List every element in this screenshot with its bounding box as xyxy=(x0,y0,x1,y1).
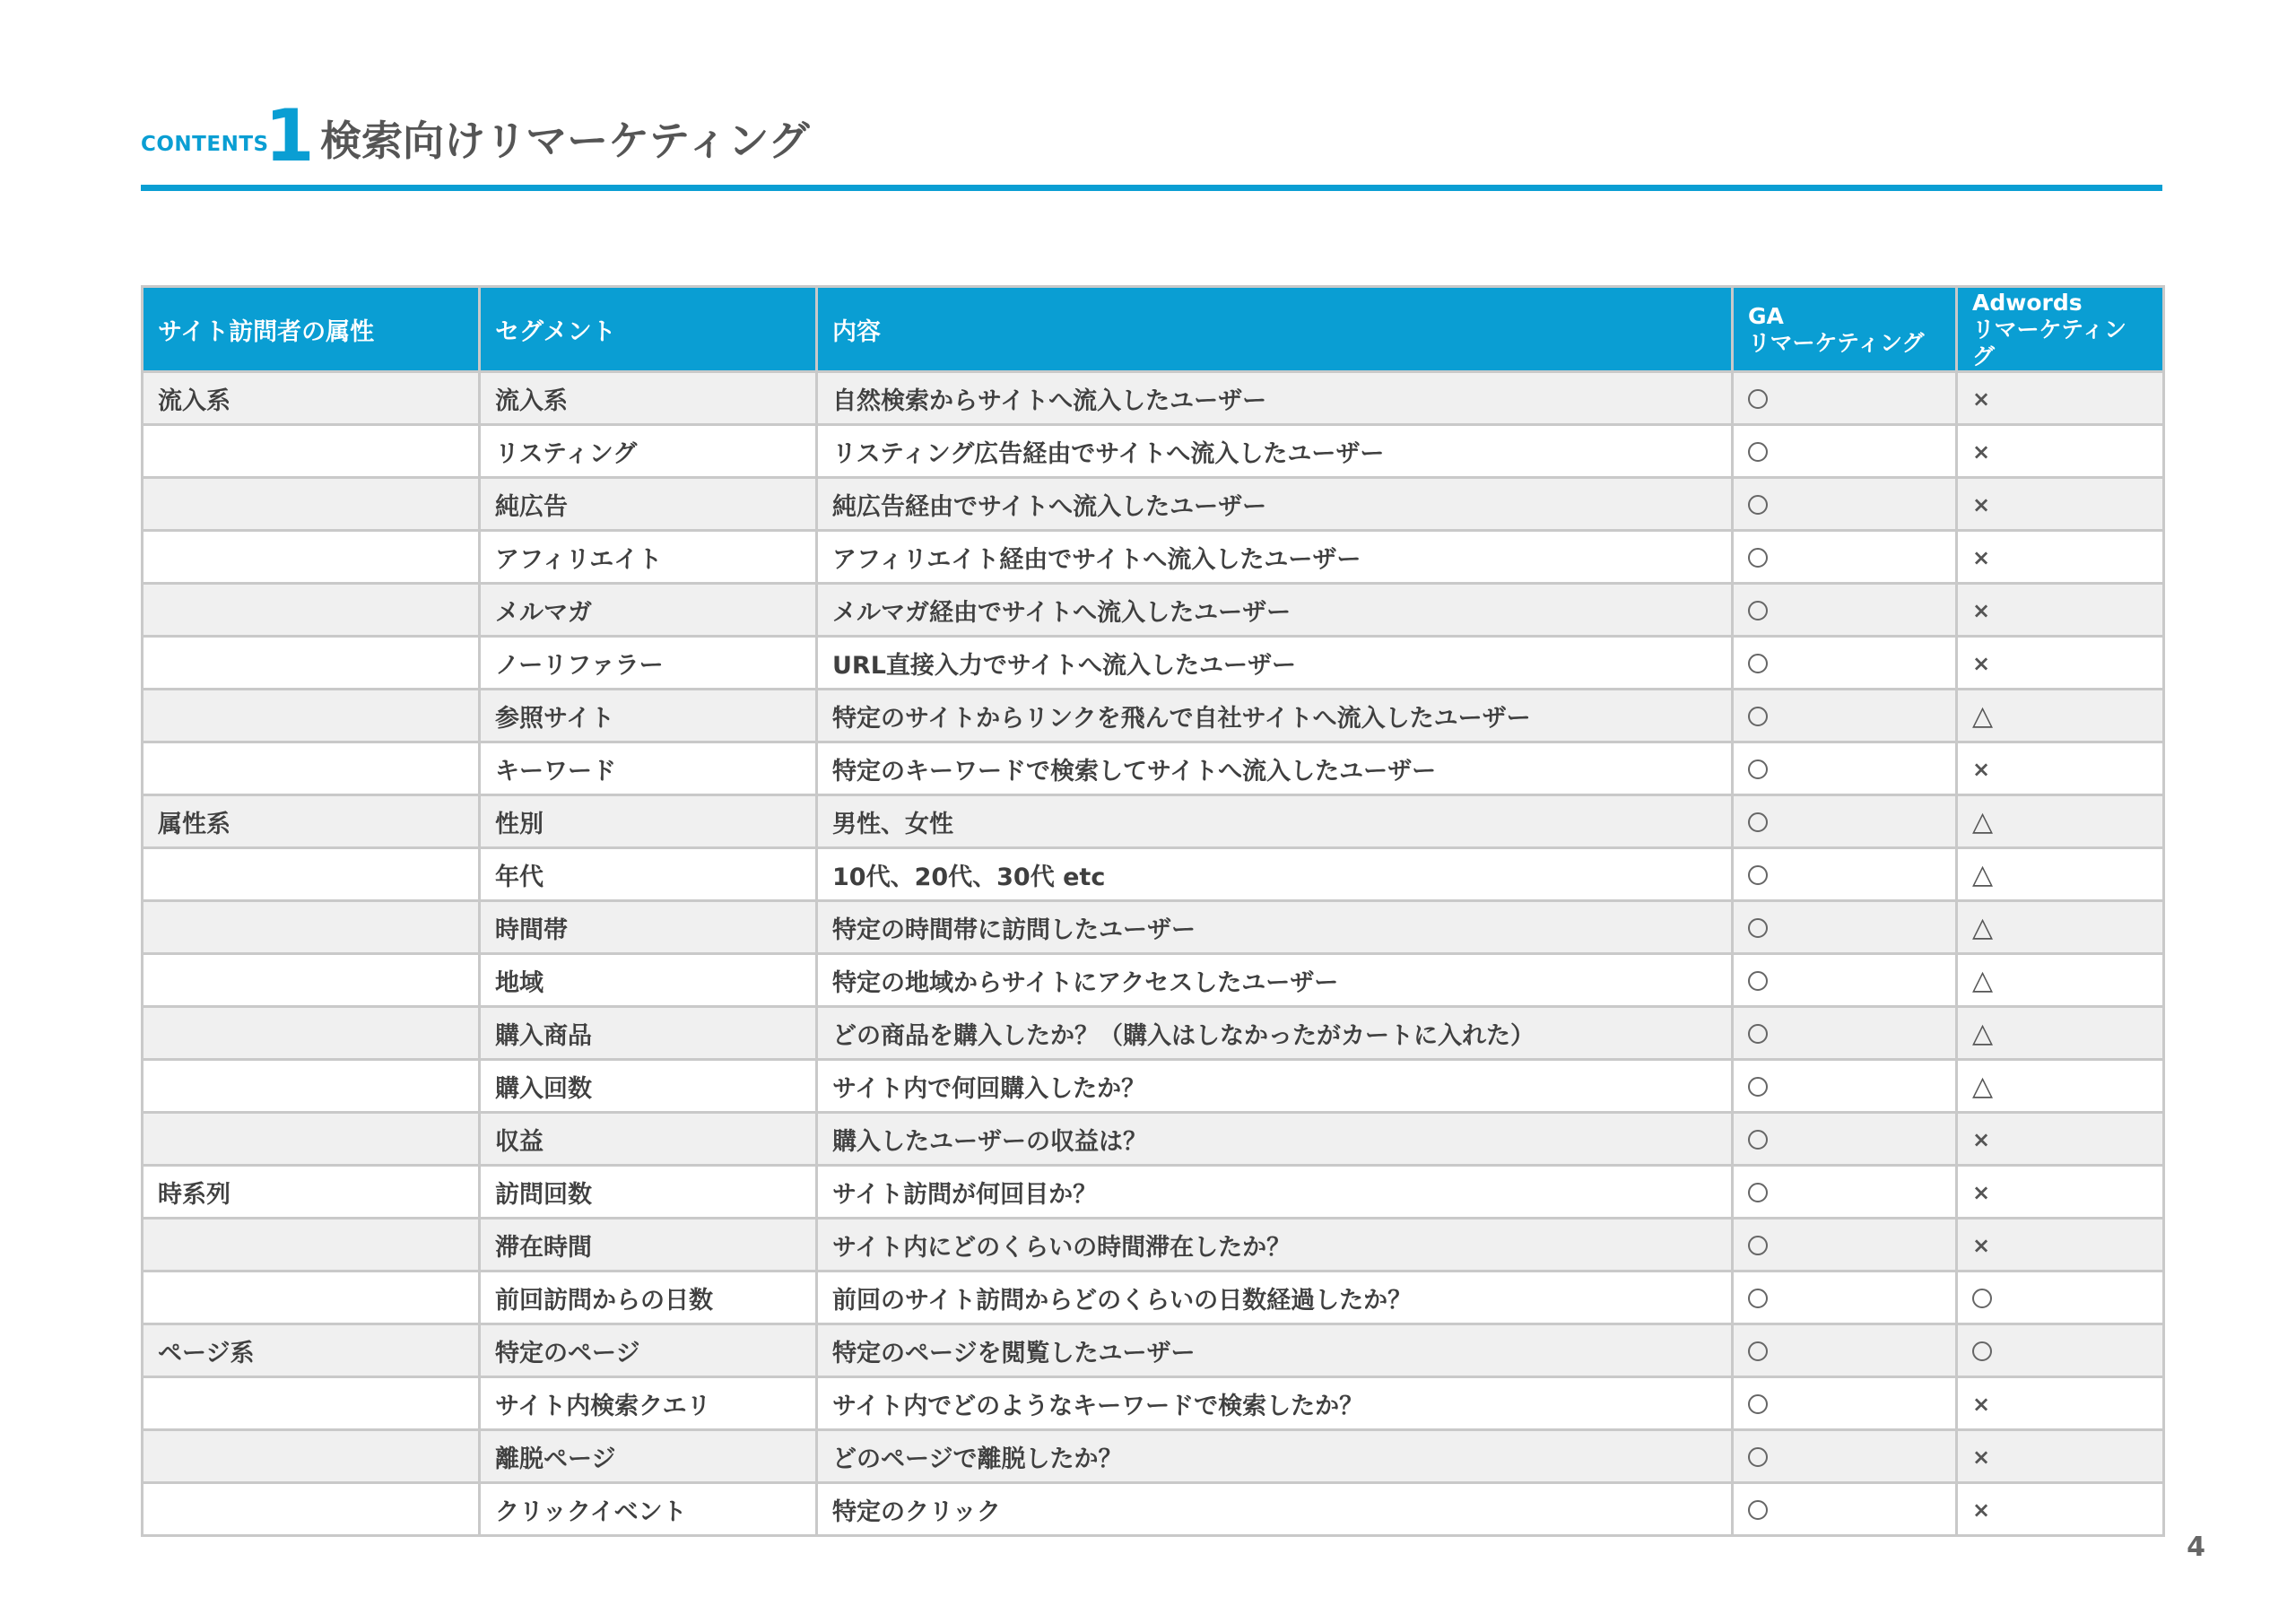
cross-mark-icon: × xyxy=(1972,1444,1991,1470)
cell-adwords-mark xyxy=(1957,1060,2164,1113)
cell-segment: メルマガ xyxy=(480,584,817,637)
cell-adwords-mark xyxy=(1957,478,2164,531)
cell-content: 特定の時間帯に訪問したユーザー xyxy=(817,901,1733,954)
cell-adwords-mark xyxy=(1957,1007,2164,1060)
cell-ga-mark xyxy=(1733,1007,1957,1060)
cell-ga-mark xyxy=(1733,1166,1957,1219)
cell-ga-mark xyxy=(1733,584,1957,637)
cell-content: 10代、20代、30代 etc xyxy=(817,848,1733,901)
table-row xyxy=(143,1377,2164,1430)
circle-mark-icon xyxy=(1972,1289,1992,1308)
cell-segment: 訪問回数 xyxy=(480,1166,817,1219)
triangle-mark-icon: △ xyxy=(1972,858,1994,890)
column-header-ga xyxy=(1733,287,1957,372)
table-row xyxy=(143,901,2164,954)
cross-mark-icon: × xyxy=(1972,386,1991,412)
table-row xyxy=(143,848,2164,901)
cell-ga-mark xyxy=(1733,1113,1957,1166)
cell-attribute xyxy=(143,954,480,1007)
cell-segment: 離脱ページ xyxy=(480,1430,817,1483)
cell-ga-mark xyxy=(1733,372,1957,425)
table-row xyxy=(143,372,2164,425)
circle-mark-icon xyxy=(1748,601,1768,621)
cell-adwords-mark xyxy=(1957,901,2164,954)
circle-mark-icon xyxy=(1748,1341,1768,1361)
table-row xyxy=(143,531,2164,584)
cell-ga-mark xyxy=(1733,1271,1957,1324)
cell-segment: サイト内検索クエリ xyxy=(480,1377,817,1430)
cross-mark-icon: × xyxy=(1972,1126,1991,1152)
cell-content: 男性、女性 xyxy=(817,795,1733,848)
cell-segment: 購入回数 xyxy=(480,1060,817,1113)
table-row xyxy=(143,795,2164,848)
cell-ga-mark xyxy=(1733,1060,1957,1113)
cell-ga-mark xyxy=(1733,1324,1957,1377)
cell-attribute xyxy=(143,690,480,742)
cell-attribute xyxy=(143,531,480,584)
cell-ga-mark xyxy=(1733,1430,1957,1483)
table-row xyxy=(143,1166,2164,1219)
cell-content: アフィリエイト経由でサイトへ流入したユーザー xyxy=(817,531,1733,584)
circle-mark-icon xyxy=(1748,1447,1768,1467)
cell-content: メルマガ経由でサイトへ流入したユーザー xyxy=(817,584,1733,637)
cell-adwords-mark xyxy=(1957,742,2164,795)
table-row xyxy=(143,478,2164,531)
circle-mark-icon xyxy=(1748,918,1768,938)
cell-segment: 地域 xyxy=(480,954,817,1007)
table-row xyxy=(143,637,2164,690)
cell-content: 前回のサイト訪問からどのくらいの日数経過したか？ xyxy=(817,1271,1733,1324)
cell-segment: 収益 xyxy=(480,1113,817,1166)
cell-attribute xyxy=(143,1271,480,1324)
cell-content: 購入したユーザーの収益は？ xyxy=(817,1113,1733,1166)
cell-adwords-mark xyxy=(1957,690,2164,742)
cell-attribute: 属性系 xyxy=(143,795,480,848)
cross-mark-icon: × xyxy=(1972,597,1991,623)
cross-mark-icon: × xyxy=(1972,438,1991,464)
cell-attribute: 時系列 xyxy=(143,1166,480,1219)
table-body xyxy=(143,372,2164,1536)
triangle-mark-icon: △ xyxy=(1972,964,1994,996)
circle-mark-icon xyxy=(1748,707,1768,726)
contents-label: CONTENTS xyxy=(141,133,269,156)
cell-content: どのページで離脱したか？ xyxy=(817,1430,1733,1483)
cell-segment: 購入商品 xyxy=(480,1007,817,1060)
circle-mark-icon xyxy=(1748,1500,1768,1520)
circle-mark-icon xyxy=(1748,759,1768,779)
triangle-mark-icon: △ xyxy=(1972,1017,1994,1049)
cell-adwords-mark xyxy=(1957,795,2164,848)
cell-content: サイト内でどのようなキーワードで検索したか？ xyxy=(817,1377,1733,1430)
table-row xyxy=(143,425,2164,478)
cell-content: サイト内にどのくらいの時間滞在したか？ xyxy=(817,1219,1733,1271)
cell-segment: 純広告 xyxy=(480,478,817,531)
cell-ga-mark xyxy=(1733,1377,1957,1430)
cell-ga-mark xyxy=(1733,478,1957,531)
cell-adwords-mark xyxy=(1957,1324,2164,1377)
cell-adwords-mark xyxy=(1957,1219,2164,1271)
cell-ga-mark xyxy=(1733,1219,1957,1271)
cell-attribute xyxy=(143,584,480,637)
cross-mark-icon: × xyxy=(1972,1232,1991,1258)
triangle-mark-icon: △ xyxy=(1972,805,1994,838)
cross-mark-icon: × xyxy=(1972,1179,1991,1205)
cell-ga-mark xyxy=(1733,901,1957,954)
triangle-mark-icon: △ xyxy=(1972,1070,1994,1102)
cell-adwords-mark xyxy=(1957,848,2164,901)
column-header-content: 内容 xyxy=(817,287,1733,372)
circle-mark-icon xyxy=(1748,1236,1768,1255)
table-row xyxy=(143,690,2164,742)
table-row xyxy=(143,584,2164,637)
cell-attribute xyxy=(143,1483,480,1536)
table-header-row xyxy=(143,287,2164,372)
cell-content: 純広告経由でサイトへ流入したユーザー xyxy=(817,478,1733,531)
circle-mark-icon xyxy=(1748,1130,1768,1150)
cell-segment: 時間帯 xyxy=(480,901,817,954)
cell-attribute xyxy=(143,901,480,954)
cell-attribute xyxy=(143,1377,480,1430)
column-header-adwords-line2: リマーケティング xyxy=(1972,317,2127,369)
circle-mark-icon xyxy=(1748,495,1768,515)
cell-attribute xyxy=(143,1060,480,1113)
cross-mark-icon: × xyxy=(1972,756,1991,782)
cell-adwords-mark xyxy=(1957,1483,2164,1536)
cross-mark-icon: × xyxy=(1972,491,1991,517)
column-header-attribute: サイト訪問者の属性 xyxy=(143,287,480,372)
table-row xyxy=(143,742,2164,795)
slide-header xyxy=(141,94,2162,187)
cell-adwords-mark xyxy=(1957,1271,2164,1324)
column-header-ga-line2: リマーケティング xyxy=(1748,330,1925,356)
cell-adwords-mark xyxy=(1957,637,2164,690)
cell-content: 自然検索からサイトへ流入したユーザー xyxy=(817,372,1733,425)
cell-content: サイト内で何回購入したか？ xyxy=(817,1060,1733,1113)
cell-ga-mark xyxy=(1733,848,1957,901)
circle-mark-icon xyxy=(1748,442,1768,462)
cell-attribute: ページ系 xyxy=(143,1324,480,1377)
cell-content: 特定のサイトからリンクを飛んで自社サイトへ流入したユーザー xyxy=(817,690,1733,742)
table-row xyxy=(143,1430,2164,1483)
cell-attribute xyxy=(143,1430,480,1483)
cell-segment: 参照サイト xyxy=(480,690,817,742)
cell-attribute xyxy=(143,637,480,690)
cell-ga-mark xyxy=(1733,1483,1957,1536)
cell-ga-mark xyxy=(1733,742,1957,795)
triangle-mark-icon: △ xyxy=(1972,911,1994,943)
cell-segment: 前回訪問からの日数 xyxy=(480,1271,817,1324)
cell-ga-mark xyxy=(1733,954,1957,1007)
cross-mark-icon: × xyxy=(1972,1391,1991,1417)
cell-attribute xyxy=(143,478,480,531)
cell-segment: 年代 xyxy=(480,848,817,901)
section-title: 検索向けリマーケティング xyxy=(320,117,810,165)
circle-mark-icon xyxy=(1748,389,1768,409)
column-header-ga-line1: GA xyxy=(1748,303,1784,329)
cell-adwords-mark xyxy=(1957,1430,2164,1483)
circle-mark-icon xyxy=(1748,1183,1768,1202)
cell-segment: アフィリエイト xyxy=(480,531,817,584)
cell-content: リスティング広告経由でサイトへ流入したユーザー xyxy=(817,425,1733,478)
column-header-adwords-line1: Adwords xyxy=(1972,290,2083,316)
cell-ga-mark xyxy=(1733,795,1957,848)
cross-mark-icon: × xyxy=(1972,544,1991,570)
circle-mark-icon xyxy=(1748,548,1768,568)
segment-table xyxy=(141,285,2165,1537)
circle-mark-icon xyxy=(1748,1024,1768,1044)
circle-mark-icon xyxy=(1748,971,1768,991)
cell-adwords-mark xyxy=(1957,1113,2164,1166)
triangle-mark-icon: △ xyxy=(1972,699,1994,732)
cell-adwords-mark xyxy=(1957,531,2164,584)
page-number: 4 xyxy=(2187,1532,2205,1563)
cross-mark-icon: × xyxy=(1972,1497,1991,1523)
header-divider xyxy=(141,185,2162,191)
circle-mark-icon xyxy=(1748,1394,1768,1414)
cell-segment: 性別 xyxy=(480,795,817,848)
cell-segment: リスティング xyxy=(480,425,817,478)
circle-mark-icon xyxy=(1748,1077,1768,1097)
cell-adwords-mark xyxy=(1957,372,2164,425)
cell-attribute xyxy=(143,425,480,478)
circle-mark-icon xyxy=(1748,812,1768,832)
column-header-segment: セグメント xyxy=(480,287,817,372)
cell-attribute xyxy=(143,848,480,901)
cell-ga-mark xyxy=(1733,690,1957,742)
cell-content: サイト訪問が何回目か？ xyxy=(817,1166,1733,1219)
cell-adwords-mark xyxy=(1957,1166,2164,1219)
table-row xyxy=(143,1271,2164,1324)
table-row xyxy=(143,1324,2164,1377)
cell-content: 特定のキーワードで検索してサイトへ流入したユーザー xyxy=(817,742,1733,795)
circle-mark-icon xyxy=(1748,1289,1768,1308)
circle-mark-icon xyxy=(1748,865,1768,885)
cell-segment: クリックイベント xyxy=(480,1483,817,1536)
table-row xyxy=(143,1483,2164,1536)
column-header-adwords xyxy=(1957,287,2164,372)
cell-segment: 流入系 xyxy=(480,372,817,425)
circle-mark-icon xyxy=(1972,1341,1992,1361)
cell-ga-mark xyxy=(1733,531,1957,584)
cell-segment: 特定のページ xyxy=(480,1324,817,1377)
cell-segment: 滞在時間 xyxy=(480,1219,817,1271)
cell-ga-mark xyxy=(1733,637,1957,690)
cell-attribute xyxy=(143,1113,480,1166)
table-row xyxy=(143,1060,2164,1113)
cell-content: 特定の地域からサイトにアクセスしたユーザー xyxy=(817,954,1733,1007)
table-row xyxy=(143,954,2164,1007)
table-row xyxy=(143,1219,2164,1271)
table-row xyxy=(143,1007,2164,1060)
cell-content: どの商品を購入したか？（購入はしなかったがカートに入れた） xyxy=(817,1007,1733,1060)
cell-adwords-mark xyxy=(1957,1377,2164,1430)
cell-content: 特定のページを閲覧したユーザー xyxy=(817,1324,1733,1377)
cell-ga-mark xyxy=(1733,425,1957,478)
cell-segment: ノーリファラー xyxy=(480,637,817,690)
cell-content: URL直接入力でサイトへ流入したユーザー xyxy=(817,637,1733,690)
cell-adwords-mark xyxy=(1957,425,2164,478)
table-row xyxy=(143,1113,2164,1166)
cell-attribute xyxy=(143,1007,480,1060)
section-number: 1 xyxy=(265,94,315,178)
circle-mark-icon xyxy=(1748,654,1768,673)
cell-adwords-mark xyxy=(1957,584,2164,637)
cross-mark-icon: × xyxy=(1972,650,1991,676)
cell-attribute xyxy=(143,1219,480,1271)
cell-adwords-mark xyxy=(1957,954,2164,1007)
cell-attribute xyxy=(143,742,480,795)
cell-segment: キーワード xyxy=(480,742,817,795)
cell-attribute: 流入系 xyxy=(143,372,480,425)
cell-content: 特定のクリック xyxy=(817,1483,1733,1536)
